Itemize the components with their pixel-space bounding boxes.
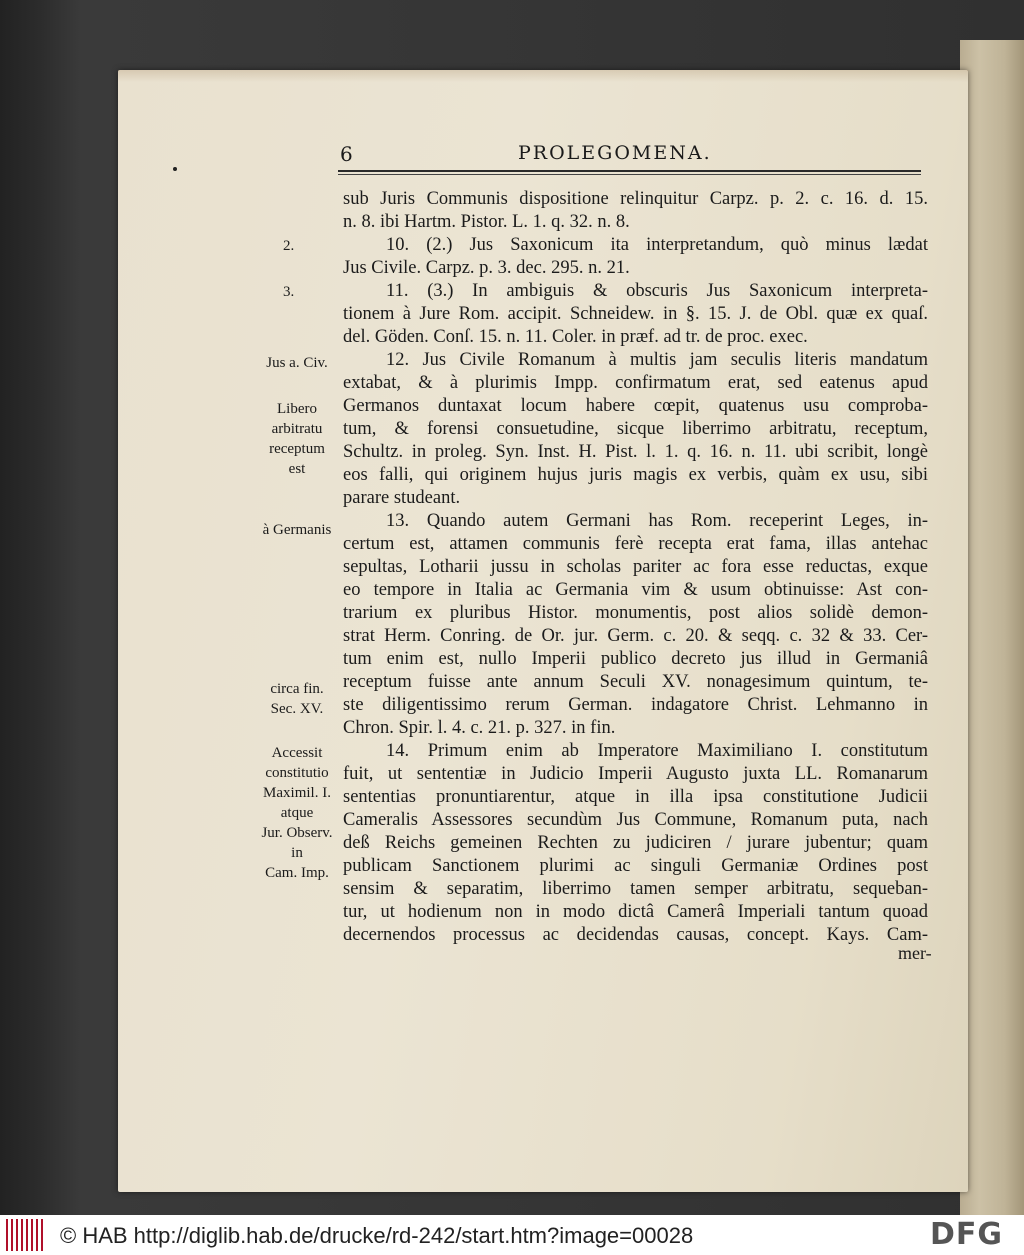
page-number: 6: [340, 142, 353, 166]
text-line: ste diligentissimo rerum German. indagatore Christ. Lehmanno in: [343, 695, 928, 715]
text-line: 11. (3.) In ambiguis & obscuris Jus Saxonicum interpreta-: [386, 281, 928, 301]
header-rule-thin: [338, 174, 921, 175]
text-line: Chron. Spir. l. 4. c. 21. p. 327. in fin.: [343, 718, 616, 738]
text-line: parare studeant.: [343, 488, 461, 508]
text-line: Cameralis Assessores secundùm Jus Commune, Romanum puta, nach: [343, 810, 928, 830]
text-line: del. Göden. Conſ. 15. n. 11. Coler. in præf. ad tr. de proc. exec.: [343, 327, 808, 347]
margin-note: constitutio: [265, 765, 329, 781]
barcode-icon: [6, 1219, 46, 1251]
margin-note: à Germanis: [262, 522, 332, 538]
text-line: tum enim est, nullo Imperii publico decreto jus illud in Germaniâ: [343, 649, 928, 669]
text-line: n. 8. ibi Hartm. Pistor. L. 1. q. 32. n. 8.: [343, 212, 630, 232]
text-line: Jus Civile. Carpz. p. 3. dec. 295. n. 21.: [343, 258, 630, 278]
margin-note: 2.: [283, 238, 295, 254]
text-line: fuit, ut sententiæ in Judicio Imperii Augusto juxta LL. Romanarum: [343, 764, 928, 784]
margin-note: arbitratu: [271, 421, 323, 437]
copyright-link[interactable]: © HAB http://diglib.hab.de/drucke/rd-242/start.htm?image=00028: [60, 1223, 694, 1248]
ink-dot: [173, 167, 177, 171]
margin-note: 3.: [283, 284, 295, 300]
text-line: eos falli, qui originem hujus juris magis ex verbis, quàm ex usu, sibi: [343, 465, 928, 485]
text-line: Schultz. in proleg. Syn. Inst. H. Pist. l. 1. q. 16. n. 11. ubi scribit, longè: [343, 442, 928, 462]
margin-note: Maximil. I.: [263, 785, 331, 801]
margin-note: est: [288, 461, 306, 477]
text-line: sepultas, Lotharii jussu in scholas pariter ac fora esse reductas, exque: [343, 557, 928, 577]
text-line: 14. Primum enim ab Imperatore Maximiliano I. constitutum: [386, 741, 928, 761]
text-line: sensim & separatim, liberrimo tamen semper arbitratu, sequeban-: [343, 879, 928, 899]
text-line: deß Reichs gemeinen Rechten zu judiciren / jurare jubentur; quam: [343, 833, 928, 853]
adjacent-page-edge: [960, 40, 1024, 1215]
text-line: trarium ex pluribus Histor. monumentis, post alios solidè demon-: [343, 603, 928, 623]
margin-note: Jur. Observ.: [261, 825, 333, 841]
header-rule: [338, 170, 921, 172]
margin-note: receptum: [269, 441, 325, 457]
text-line: certum est, attamen communis ferè recepta erat fama, illas antehac: [343, 534, 928, 554]
text-line: extabat, & à plurimis Impp. confirmatum erat, sed eatenus apud: [343, 373, 928, 393]
margin-note: in: [291, 845, 303, 861]
margin-note: circa fin.: [270, 681, 324, 697]
text-line: decernendos processus ac decidendas causas, concept. Kays. Cam-: [343, 925, 928, 945]
margin-note: Cam. Imp.: [265, 865, 329, 881]
footer-bar: [0, 1215, 1024, 1255]
catchword: mer-: [898, 943, 932, 963]
margin-note: Sec. XV.: [270, 701, 324, 717]
text-line: Germanos duntaxat locum habere cœpit, quatenus usu comproba-: [343, 396, 928, 416]
text-line: 13. Quando autem Germani has Rom. receperint Leges, in-: [386, 511, 928, 531]
margin-note: Jus a. Civ.: [266, 355, 328, 371]
running-head: PROLEGOMENA.: [518, 142, 712, 164]
margin-note: atque: [280, 805, 314, 821]
margin-note: Libero: [277, 401, 317, 417]
text-line: receptum fuisse ante annum Seculi XV. nonagesimum quintum, te-: [343, 672, 928, 692]
text-line: eo tempore in Italia ac Germania vim & usum obtinuisse: Ast con-: [343, 580, 928, 600]
book-page: [118, 70, 968, 1192]
text-line: tum, & forensi consuetudine, sicque liberrimo arbitratu, receptum,: [343, 419, 928, 439]
text-line: publicam Sanctionem plurimi ac singuli Germaniæ Ordines post: [343, 856, 928, 876]
text-line: tionem à Jure Rom. accipit. Schneidew. in §. 15. J. de Obl. quæ ex quaſ.: [343, 304, 928, 324]
dfg-logo: DFG: [930, 1217, 1004, 1252]
text-line: sub Juris Communis dispositione relinquitur Carpz. p. 2. c. 16. d. 15.: [343, 189, 928, 209]
text-line: strat Herm. Conring. de Or. jur. Germ. c. 20. & seqq. c. 32 & 33. Cer-: [343, 626, 928, 646]
text-line: 10. (2.) Jus Saxonicum ita interpretandum, quò minus lædat: [386, 235, 928, 255]
text-line: tur, ut hodienum non in modo dictâ Camerâ Imperiali tantum quoad: [343, 902, 928, 922]
text-line: sententias pronuntiarentur, atque in illa ipsa constitutione Judicii: [343, 787, 928, 807]
margin-note: Accessit: [271, 745, 323, 761]
text-line: 12. Jus Civile Romanum à multis jam seculis literis mandatum: [386, 350, 928, 370]
